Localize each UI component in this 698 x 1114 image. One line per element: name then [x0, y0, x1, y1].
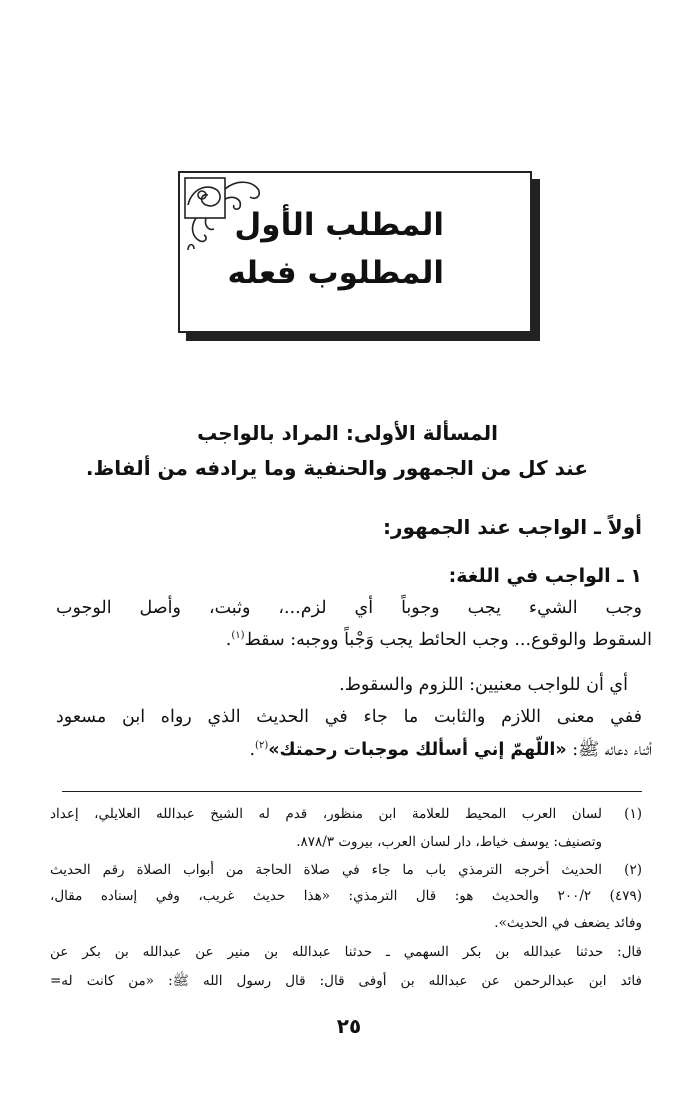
chapter-title: المطلب الأول [234, 207, 444, 243]
body-line-5-end: . [249, 740, 256, 760]
footnote-2-line-5: فائد ابن عبدالرحمن عن عبدالله بن أوفى قال: قال رسول الله ﷺ: «من كانت له= [50, 973, 642, 989]
footnote-2-line-2: (٤٧٩) ٢٠٠/٢ والحديث هو: قال الترمذي: «هذا حديث غريب، وفي إسناده مقال، [50, 888, 642, 904]
chapter-title-frame [178, 171, 532, 333]
footnote-ref-1: (١) [231, 630, 245, 642]
issue-heading-continued: عند كل من الجمهور والحنفية وما يرادفه من ألفاظ. [85, 456, 588, 480]
chapter-subtitle: المطلوب فعله [227, 255, 444, 291]
footnote-1-line-1: لسان العرب المحيط للعلامة ابن منظور، قدم له الشيخ عبدالله العلايلي، إعداد [50, 806, 602, 822]
footnote-divider [62, 791, 642, 792]
body-line-5 [56, 738, 652, 764]
body-line-2-text: السقوط والوقوع... وجب الحائط يجب وَجْباً ووجبه: سقط [244, 630, 652, 650]
issue-heading: المسألة الأولى: المراد بالواجب [197, 421, 498, 445]
footnote-2-line-1: الحديث أخرجه الترمذي باب ما جاء في صلاة الحاجة من أبواب الصلاة رقم الحديث [50, 862, 602, 878]
body-line-5-pre: أثناء دعائه ﷺ: [566, 740, 652, 760]
section-heading: أولاً ـ الواجب عند الجمهور: [382, 515, 642, 539]
footnote-2-line-4: قال: حدثنا عبدالله بن بكر السهمي ـ حدثنا عبدالله بن منير عن عبدالله بن بكر عن [50, 944, 642, 960]
hadith-quote: «اللّهمّ إني أسألك موجبات رحمتك» [268, 740, 567, 760]
body-line-2: السقوط والوقوع... وجب الحائط يجب وَجْباً ووجبه: سقط$^{(١)}$. [225, 630, 652, 650]
footnote-1-line-2: وتصنيف: يوسف خياط، دار لسان العرب، بيروت ٨٧٨/٣. [296, 834, 602, 850]
footnote-number-2: (٢) [624, 862, 642, 878]
body-line-3: أي أن للواجب معنيين: اللزوم والسقوط. [339, 675, 628, 695]
page-number: ٢٥ [336, 1014, 362, 1038]
body-line-1: وجب الشيء يجب وجوباً أي لزم...، وثبت، وأصل الوجوب [56, 598, 642, 618]
body-line-4: ففي معنى اللازم والثابت ما جاء في الحديث الذي رواه ابن مسعود [56, 707, 642, 727]
footnote-number-1: (١) [624, 806, 642, 822]
footnote-2-line-3: وفائد يضعف في الحديث». [494, 915, 642, 931]
subsection-heading: ١ ـ الواجب في اللغة: [448, 565, 642, 587]
footnote-ref-2: (٢) [255, 740, 269, 752]
